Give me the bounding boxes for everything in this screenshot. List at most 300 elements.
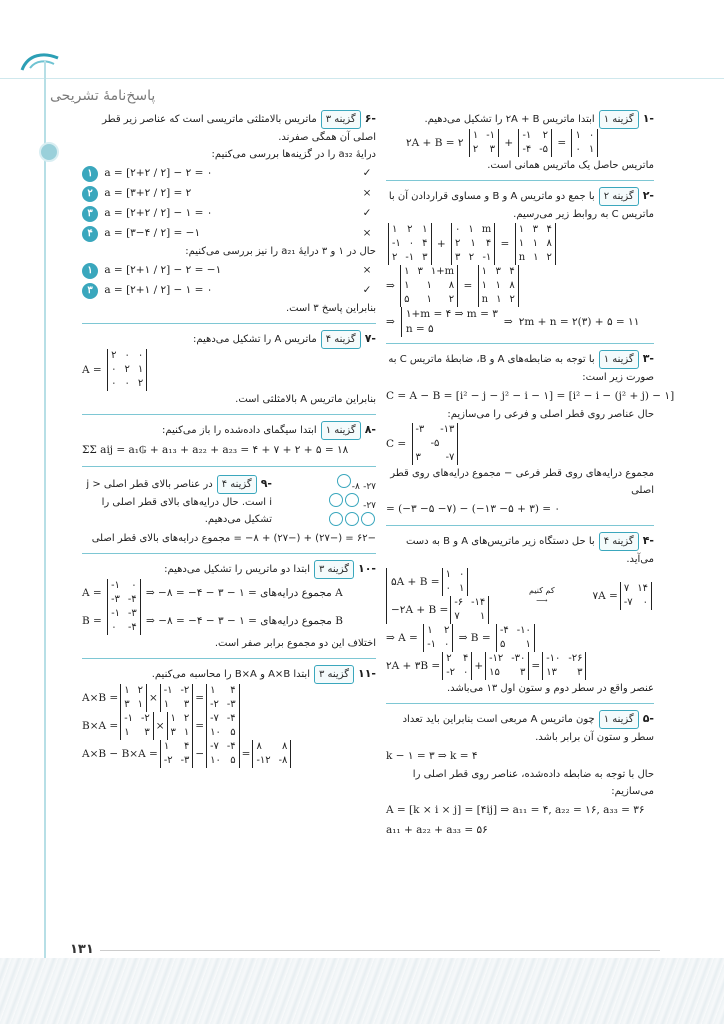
matrix-row	[416, 451, 455, 465]
explanation: مجموع درایه‌های روی قطر فرعی − مجموع درایه‌های روی قطر اصلی	[390, 468, 654, 496]
matrix-cell: ۱	[588, 144, 595, 155]
matrix	[400, 265, 458, 307]
problem-number: -۷	[364, 332, 376, 345]
matrix-cell: -۴	[127, 622, 137, 633]
matrix	[160, 740, 194, 768]
matrix-row	[546, 666, 582, 680]
matrix-cell: ۱	[427, 625, 433, 636]
answer-badge: گزینه ۱	[321, 421, 361, 440]
matrix-cell: -۳	[415, 424, 425, 435]
matrix-cell: ۳	[144, 727, 150, 738]
problem-text: ماتریس بالامثلثی ماتریسی است که عناصر زیر قطر اصلی آن همگی صفرند.	[102, 114, 376, 143]
matrix-row	[111, 621, 137, 635]
matrix-cell: ۰	[588, 130, 595, 141]
equation: ۲A + ۳B = ۲ ۴ -۲ ۰ + -۱۲ -۳۰ ۱۵ ۳ = -۱۰ -۲۶ ۱۳ ۳	[386, 652, 654, 680]
matrix-cell: ۲	[472, 144, 479, 155]
matrix-row	[210, 726, 236, 740]
matrix-cell: ۱	[458, 583, 465, 594]
matrix-row	[575, 129, 594, 143]
matrix-row	[111, 349, 143, 363]
matrix-cell: ۲	[448, 294, 455, 305]
matrix-cell: ۲	[111, 350, 117, 361]
matrix-row	[124, 726, 150, 740]
problem-text: با توجه به ضابطه‌های A و B، ضابطهٔ ماتریس C به صورت زیر است:	[388, 354, 654, 383]
matrix-row	[522, 143, 548, 157]
matrix-cell: ۱۰	[210, 755, 221, 766]
matrix-cell: ۲	[454, 238, 461, 249]
matrix-cell: -۶	[454, 597, 464, 608]
problem-2	[386, 187, 654, 337]
equation: ۱ ۲ ۱ -۱ ۰ ۴ ۲ -۱ ۳ + ۰ ۱ m ۲ ۱ ۴ ۳ ۲ -۱ = ۱ ۳ ۴ ۱ ۱ ۸ n ۱ ۲	[386, 223, 654, 265]
answer-badge: گزینه ۳	[314, 665, 354, 684]
problem-9	[82, 473, 376, 547]
matrix-cell: -۳	[127, 608, 137, 619]
matrix	[620, 582, 652, 610]
matrix-cell: ۳	[415, 452, 421, 463]
problem-7	[82, 330, 376, 408]
equation: ۵A + B = ۱ ۰ ۰ ۱ −۲A + B = -۶ -۱۴ ۷ ۱ کم کنیم ⟶ ۷A = ۷ ۱۴ -۷ ۰	[386, 568, 654, 624]
matrix	[515, 223, 556, 265]
matrix-row	[454, 610, 485, 624]
matrix-row	[489, 666, 525, 680]
matrix	[423, 624, 453, 652]
matrix-cell: ۰	[111, 378, 117, 389]
matrix-cell: ۲	[443, 625, 450, 636]
option-row	[82, 223, 376, 243]
matrix-cell: -۱	[482, 252, 492, 263]
problem-10	[82, 560, 376, 652]
matrix-cell: ۲	[407, 224, 413, 235]
problem-text: ابتدا سیگمای داده‌شده را باز می‌کنیم:	[162, 425, 317, 436]
equation: −۶۲ = (−۲۷) + (−۲۷) + ۸− = مجموع درایه‌های بالای قطر اصلی	[91, 533, 376, 544]
equation: a₁₁ + a₂₂ + a₃₃ = ۵۶	[386, 824, 488, 836]
matrix-cell: ۲	[392, 252, 398, 263]
matrix-cell: -۲	[446, 667, 455, 678]
matrix-row	[624, 596, 648, 610]
matrix-row	[210, 740, 236, 754]
matrix-cell: ۳	[422, 252, 428, 263]
option-expression: a = [۲+۱ / ۲] − ۱ = ۰	[101, 284, 213, 296]
matrix-cell: -۷	[445, 452, 455, 463]
matrix-row	[392, 251, 428, 265]
divider	[82, 658, 376, 659]
matrix-cell: -۱	[124, 713, 133, 724]
matrix-cell: -۲	[180, 685, 190, 696]
problem-text: ابتدا دو ماتریس را تشکیل می‌دهیم:	[164, 564, 310, 575]
header-rule	[0, 78, 724, 79]
divider	[386, 703, 654, 704]
option-number-icon: ۳	[82, 283, 98, 299]
problem-11	[82, 665, 376, 768]
matrix	[107, 607, 141, 635]
matrix-cell: ۲	[183, 713, 190, 724]
equation: ۲A + B = ۲ ۱ -۱ ۲ ۳ + -۱ ۲ -۴ -۵ = ۱ ۰ ۰ ۱	[386, 129, 654, 157]
matrix-cell: ۰	[124, 350, 130, 361]
matrix-row	[455, 237, 491, 251]
matrix-cell: ۲	[446, 653, 452, 664]
matrix-cell: ۱	[137, 364, 144, 375]
matrix-cell: ۱	[426, 280, 432, 291]
matrix	[485, 652, 529, 680]
problem-5	[386, 710, 654, 840]
matrix-row	[171, 712, 190, 726]
matrix-row	[522, 129, 548, 143]
matrix-row	[455, 251, 491, 265]
matrix-cell: ۱+m	[430, 266, 455, 277]
explanation: عنصر واقع در سطر دوم و ستون اول ۱۳ می‌باشد.	[446, 683, 654, 694]
divider	[82, 466, 376, 467]
divider	[386, 180, 654, 181]
matrix-cell: -۱	[111, 608, 120, 619]
option-list	[82, 260, 376, 300]
matrix-cell: ۱	[472, 130, 479, 141]
matrix-cell: ۴	[230, 685, 236, 696]
matrix-cell: ۰	[111, 622, 117, 633]
problem-number: -۱	[642, 112, 654, 125]
matrix	[206, 740, 240, 768]
margin-dot-icon	[39, 142, 59, 162]
matrix-cell: ۲	[542, 130, 548, 141]
matrix-row	[500, 638, 531, 652]
matrix-cell: ۱	[481, 266, 487, 277]
option-row	[82, 260, 376, 280]
divider	[82, 553, 376, 554]
matrix-cell: ۱	[496, 294, 502, 305]
option-number-icon: ۱	[82, 166, 98, 182]
matrix-cell: -۱	[486, 130, 495, 141]
matrix-cell: ۰	[408, 238, 415, 249]
matrix-row	[124, 712, 150, 726]
cross-icon: ×	[362, 227, 372, 239]
matrix-row	[392, 223, 428, 237]
option-expression: a = [۲+۲ / ۲] − ۱ = ۰	[101, 207, 213, 219]
matrix-cell: ۱	[445, 569, 451, 580]
footer-rule	[100, 950, 660, 951]
margin-line	[44, 60, 46, 1010]
matrix-cell: ۲	[468, 252, 475, 263]
matrix-cell: -۴	[522, 144, 532, 155]
matrix-cell: ۳	[124, 699, 130, 710]
matrix-row	[446, 666, 468, 680]
matrix-row	[455, 223, 491, 237]
option-list	[82, 163, 376, 243]
matrix-cell: ۱	[170, 713, 176, 724]
matrix-cell: ۱	[404, 280, 410, 291]
matrix-cell: ۲	[137, 378, 144, 389]
equation: ⇒ ۱+m = ۴ ⇒ m = ۳ n = ۵ ⇒ ۲m + n = ۲(۳) + ۵ = ۱۱	[386, 308, 640, 335]
problem-6	[82, 110, 376, 317]
matrix-cell: -۸	[278, 755, 288, 766]
matrix-row	[164, 754, 190, 768]
matrix-cell: -۵	[430, 438, 440, 449]
matrix-cell: -۷	[210, 713, 219, 724]
matrix	[160, 684, 194, 712]
problem-8	[82, 421, 376, 460]
equation: A = [k × i × j] = [۴ij] ⇒ a₁₁ = ۴, a₂₂ = ۱۶, a₃₃ = ۳۶	[386, 804, 645, 816]
problem-text: ابتدا ماتریس ۲A + B را تشکیل می‌دهیم.	[424, 114, 595, 125]
equation: A×B − B×A = ۱ ۴ -۲ -۳ − -۷ -۴ ۱۰ ۵ = ۸ ۸ -۱۲ -۸	[82, 740, 376, 768]
matrix-row	[454, 596, 485, 610]
matrix-cell: -۷	[210, 741, 219, 752]
divider	[82, 414, 376, 415]
matrix-cell: ۷	[623, 583, 630, 594]
matrix-cell: -۳۰	[511, 653, 526, 664]
matrix-cell: ۱	[518, 238, 525, 249]
matrix-row	[164, 698, 190, 712]
cross-icon: ×	[362, 264, 372, 276]
matrix-cell: ۱	[479, 611, 486, 622]
matrix	[442, 652, 472, 680]
matrix	[120, 684, 147, 712]
problem-text: با حل دستگاه زیر ماتریس‌های A و B به دست می‌آید.	[405, 536, 654, 565]
answer-badge: گزینه ۱	[599, 110, 639, 129]
matrix-cell: ۱	[575, 130, 581, 141]
matrix-cell: ۳	[183, 699, 190, 710]
matrix-cell: -۱	[392, 238, 401, 249]
answer-badge: گزینه ۳	[321, 110, 361, 129]
matrix-row	[164, 740, 190, 754]
matrix-row	[519, 223, 552, 237]
matrix-row	[210, 684, 236, 698]
matrix-row	[427, 624, 449, 638]
publisher-logo-icon	[18, 48, 64, 78]
option-row	[82, 163, 376, 183]
explanation: بنابراین ماتریس A بالامثلثی است.	[235, 394, 376, 405]
matrix-cell: ۲	[124, 364, 130, 375]
matrix-cell: ۱	[124, 727, 130, 738]
matrix-cell: ۱۰	[210, 727, 221, 738]
matrix-row	[489, 652, 525, 666]
matrix-cell: ۳	[489, 144, 495, 155]
matrix-row	[404, 279, 454, 293]
option-number-icon: ۳	[82, 206, 98, 222]
matrix-cell: -۱	[522, 130, 532, 141]
matrix-cell: ۲	[509, 294, 515, 305]
matrix-cell: -۱۴	[471, 597, 486, 608]
matrix-cell: ۱۳	[546, 667, 557, 678]
matrix-cell: -۱۲	[256, 755, 271, 766]
matrix-cell: -۷	[623, 597, 633, 608]
check-icon: ✓	[362, 284, 372, 296]
divider	[386, 525, 654, 526]
equation: ⇒ A = ۱ ۲ -۱ ۰ ⇒ B = -۴ -۱۰ ۵ ۱	[386, 624, 654, 652]
matrix-cell: ۳	[495, 266, 501, 277]
problem-number: -۳	[642, 352, 654, 365]
matrix-cell: ۱	[495, 280, 501, 291]
matrix-cell: ۰	[111, 364, 117, 375]
explanation: درایهٔ a₃₂ را در گزینه‌ها بررسی می‌کنیم:	[211, 149, 376, 160]
equation: A = ۲ ۰ ۰ ۰ ۲ ۱ ۰ ۰ ۲	[82, 349, 376, 391]
matrix-row	[482, 279, 515, 293]
matrix-row	[256, 754, 287, 768]
matrix-row	[427, 638, 449, 652]
check-icon: ✓	[362, 207, 372, 219]
matrix-cell: ۵	[404, 294, 410, 305]
matrix-row	[392, 237, 428, 251]
matrix-row	[124, 698, 143, 712]
matrix-cell: ۱	[163, 699, 170, 710]
matrix-cell: ۲	[137, 685, 143, 696]
matrix-cell: ۰	[137, 350, 144, 361]
matrix	[206, 684, 240, 712]
matrix-cell: ۰	[454, 224, 461, 235]
problem-number: -۱۰	[357, 562, 376, 575]
option-number-icon: ۱	[82, 263, 98, 279]
matrix-row	[546, 652, 582, 666]
matrix-cell: -۱۲	[489, 653, 504, 664]
matrix-cell: ۱	[163, 741, 170, 752]
option-number-icon: ۴	[82, 226, 98, 242]
matrix-row	[111, 607, 137, 621]
conclusion: بنابراین پاسخ ۳ است.	[285, 303, 376, 314]
cross-icon: ×	[362, 187, 372, 199]
matrix-cell: ۱	[518, 224, 525, 235]
matrix-row	[446, 568, 465, 582]
matrix	[206, 712, 240, 740]
matrix-row	[519, 237, 552, 251]
matrix-cell: ۲	[546, 252, 552, 263]
matrix-cell: ۰	[642, 597, 648, 608]
matrix	[542, 652, 586, 680]
page-number: ۱۳۱	[70, 942, 94, 957]
grid-of-circles: -۸ -۲۷ -۲۷	[280, 473, 376, 530]
answer-badge: گزینه ۳	[314, 560, 354, 579]
matrix-cell: ۸	[281, 741, 288, 752]
matrix-row	[124, 684, 143, 698]
matrix-row	[111, 579, 137, 593]
matrix-cell: ۸	[509, 280, 515, 291]
matrix-cell: ۱	[404, 266, 410, 277]
matrix-cell: -۴	[500, 625, 509, 636]
matrix-cell: ۱	[137, 699, 143, 710]
matrix	[469, 129, 499, 157]
matrix-cell: -۲	[140, 713, 150, 724]
matrix-cell: ۰	[575, 144, 581, 155]
equation: A = -۱ ۰ -۳ -۴ ⇒ −۸ = −۴ − ۳ − ۱ = مجموع درایه‌های A	[82, 580, 343, 605]
problem-text: در عناصر بالای قطر اصلی j > i است. حال درایه‌های بالای قطر اصلی را تشکیل می‌دهیم.	[86, 479, 272, 525]
decorative-footer	[0, 958, 724, 1024]
matrix-cell: -۴	[226, 713, 236, 724]
option-number-icon: ۲	[82, 186, 98, 202]
matrix-cell: -۱	[163, 685, 173, 696]
matrix-cell: ۵	[230, 755, 236, 766]
matrix-cell: ۸	[546, 238, 552, 249]
matrix-cell: ۸	[448, 280, 455, 291]
matrix-row	[446, 582, 465, 596]
explanation: حال عناصر روی قطر اصلی و فرعی را می‌سازیم:	[447, 409, 654, 420]
problem-number: -۱۱	[357, 667, 376, 680]
matrix	[496, 624, 535, 652]
matrix-cell: -۱۰	[516, 625, 531, 636]
matrix-cell: n	[481, 294, 489, 305]
matrix-row	[624, 582, 648, 596]
explanation: ماتریس حاصل یک ماتریس همانی است.	[487, 160, 654, 171]
problem-number: -۹	[260, 477, 272, 490]
matrix	[451, 223, 495, 265]
matrix-cell: ۰	[443, 639, 450, 650]
problem-text: چون ماتریس A مربعی است بنابراین باید تعداد سطر و ستون آن برابر باشد.	[402, 714, 654, 743]
matrix-cell: ۰	[124, 378, 130, 389]
matrix-cell: ۱۵	[489, 667, 500, 678]
matrix-cell: ۰	[131, 580, 137, 591]
equation: ⇒ ۱ ۳ ۱+m ۱ ۱ ۸ ۵ ۱ ۲ = ۱ ۳ ۴ ۱ ۱ ۸ n ۱ ۲	[386, 265, 654, 307]
matrix	[107, 579, 141, 607]
answer-badge: گزینه ۲	[599, 187, 639, 206]
equation: C = A − B = [i² − j − j² − i − ۱] = [i² − i − (j² + j) − ۱]	[386, 390, 675, 402]
problem-text: ابتدا A×B و B×A را محاسبه می‌کنیم.	[151, 669, 310, 680]
matrix-cell: ۳	[417, 266, 423, 277]
answer-badge: گزینه ۱	[599, 350, 639, 369]
matrix-cell: -۳	[111, 594, 120, 605]
matrix-cell: -۱	[111, 580, 120, 591]
matrix-row	[210, 754, 236, 768]
matrix-cell: -۳	[226, 699, 236, 710]
matrix-cell: ۱	[481, 280, 487, 291]
matrix-cell: -۵	[539, 144, 548, 155]
matrix-cell: ۴	[462, 653, 469, 664]
matrix-cell: n	[518, 252, 526, 263]
equation: = (−۳ −۵ −۷) − (−۱۳ −۵ + ۳) = ۰	[386, 503, 561, 515]
matrix-cell: ۳	[577, 667, 583, 678]
matrix	[107, 349, 147, 391]
matrix-cell: ۰	[462, 667, 469, 678]
explanation: اختلاف این دو مجموع برابر صفر است.	[214, 638, 376, 649]
matrix-row	[500, 624, 531, 638]
matrix-cell: ۱	[124, 685, 130, 696]
matrix-row	[575, 143, 594, 157]
matrix-row	[416, 437, 455, 451]
answer-badge: گزینه ۴	[217, 475, 257, 494]
matrix-row	[210, 698, 236, 712]
matrix-row	[256, 740, 287, 754]
matrix	[518, 129, 552, 157]
check-icon: ✓	[362, 167, 372, 179]
option-row	[82, 183, 376, 203]
matrix-cell: ۱	[525, 639, 531, 650]
problem-4	[386, 532, 654, 697]
equation: B×A = -۱ -۲ ۱ ۳ × ۱ ۲ ۳ ۱ = -۷ -۴ ۱۰ ۵	[82, 712, 376, 740]
matrix-cell: ۰	[445, 583, 451, 594]
matrix-cell: ۴	[485, 238, 492, 249]
matrix-cell: -۱۳	[440, 424, 455, 435]
matrix-cell: ۴	[422, 238, 428, 249]
matrix	[450, 596, 489, 624]
matrix-cell: ۴	[509, 266, 515, 277]
matrix-cell: ۳	[532, 224, 538, 235]
divider	[386, 343, 654, 344]
matrix-cell: ۱	[470, 238, 476, 249]
matrix	[442, 568, 469, 596]
matrix-row	[473, 143, 495, 157]
option-row	[82, 280, 376, 300]
matrix-cell: ۱	[210, 685, 216, 696]
matrix-cell: -۴	[226, 741, 236, 752]
matrix-row	[111, 593, 137, 607]
matrix-cell: -۱	[405, 252, 415, 263]
option-expression: a = [۳+۲ / ۲] = ۲	[101, 187, 192, 199]
matrix-cell: ۱	[426, 294, 432, 305]
matrix	[167, 712, 194, 740]
matrix-row	[210, 712, 236, 726]
matrix-cell: ۱	[183, 727, 190, 738]
option-expression: a = [۲+۲ / ۲] − ۲ = ۰	[101, 167, 213, 179]
matrix-row	[473, 129, 495, 143]
matrix-row	[171, 726, 190, 740]
option-row	[82, 203, 376, 223]
page-title: پاسخ‌نامهٔ تشریحی	[50, 88, 156, 104]
matrix-row	[416, 423, 455, 437]
matrix	[478, 265, 519, 307]
